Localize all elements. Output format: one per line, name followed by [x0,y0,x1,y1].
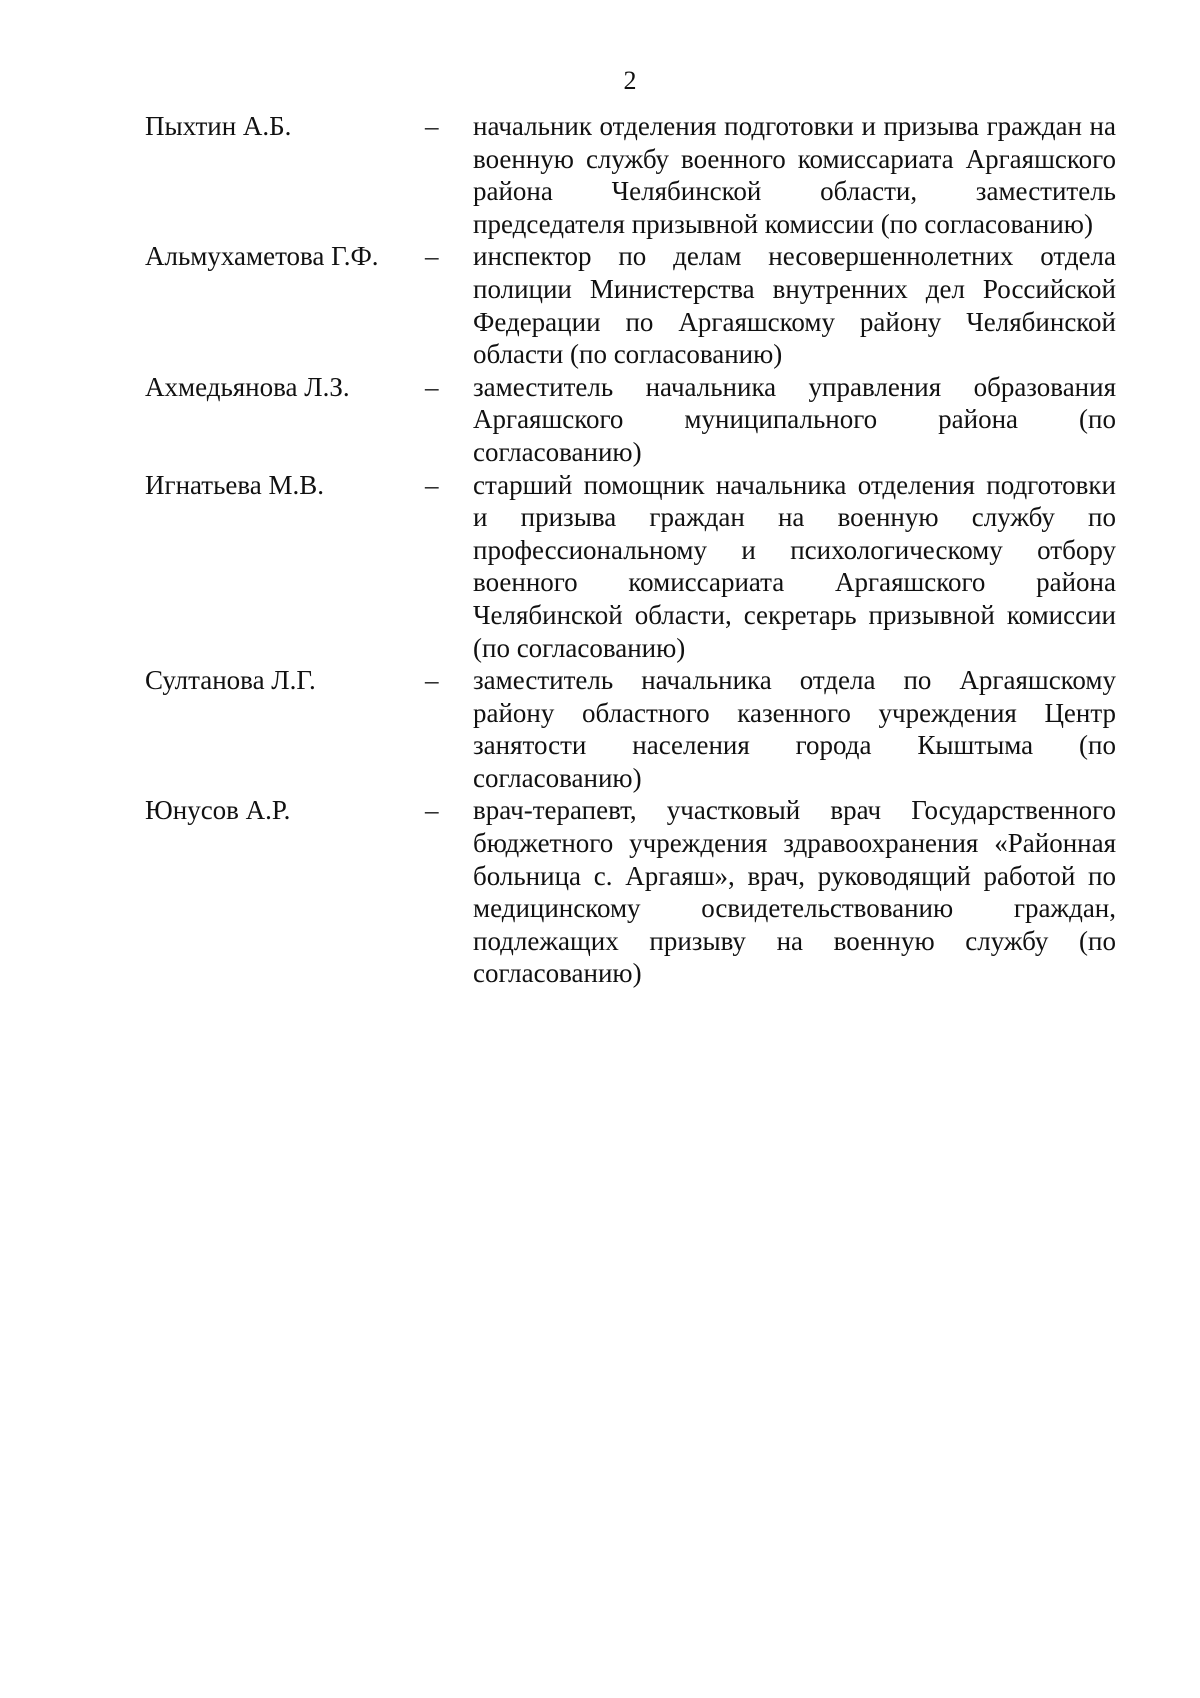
member-row [145,240,1130,370]
member-name: Пыхтин А.Б. [145,111,292,141]
member-row [145,664,1130,794]
member-row [145,794,1130,990]
member-row [145,371,1130,469]
member-dash: – [425,795,439,826]
member-row [145,110,1130,240]
member-name: Альмухаметова Г.Ф. [145,241,379,272]
member-position: старший помощник начальника отделения подготовки и призыва граждан на военную службу по профессиональному и психологическому отбору военного комиссариата Аргаяшского района Челябинской области, секретарь призывной комиссии (по согласованию) [473,469,1116,663]
commission-members-list [145,110,1130,990]
member-dash: – [425,371,439,402]
member-row [145,469,1130,665]
member-name: Юнусов А.Р. [145,795,291,826]
member-position: инспектор по делам несовершеннолетних отдела полиции Министерства внутренних дел Российской Федерации по Аргаяшскому району Челябинской области (по согласованию) [473,241,1116,370]
member-dash: – [425,241,439,272]
member-position: врач-терапевт, участковый врач Государственного бюджетного учреждения здравоохранения «Районная больница с. Аргаяш», врач, руководящий работой по медицинскому освидетельствованию граждан, подлежащих призыву на военную службу (по согласованию) [473,795,1116,989]
member-name: Султанова Л.Г. [145,665,316,696]
page-number: 2 [623,66,637,95]
member-dash: – [425,111,439,141]
member-dash: – [425,665,439,696]
member-dash: – [425,469,439,500]
member-position: заместитель начальника отдела по Аргаяшскому району областного казенного учреждения Центр занятости населения города Кыштыма (по согласованию) [473,665,1116,793]
member-position: начальник отделения подготовки и призыва граждан на военную службу военного комиссариата Аргаяшского района Челябинской области, заместитель председателя призывной комиссии (по согласованию) [473,111,1116,239]
member-name: Игнатьева М.В. [145,469,325,500]
member-name: Ахмедьянова Л.З. [145,371,350,402]
member-position: заместитель начальника управления образования Аргаяшского муниципального района (по согласованию) [473,371,1116,467]
